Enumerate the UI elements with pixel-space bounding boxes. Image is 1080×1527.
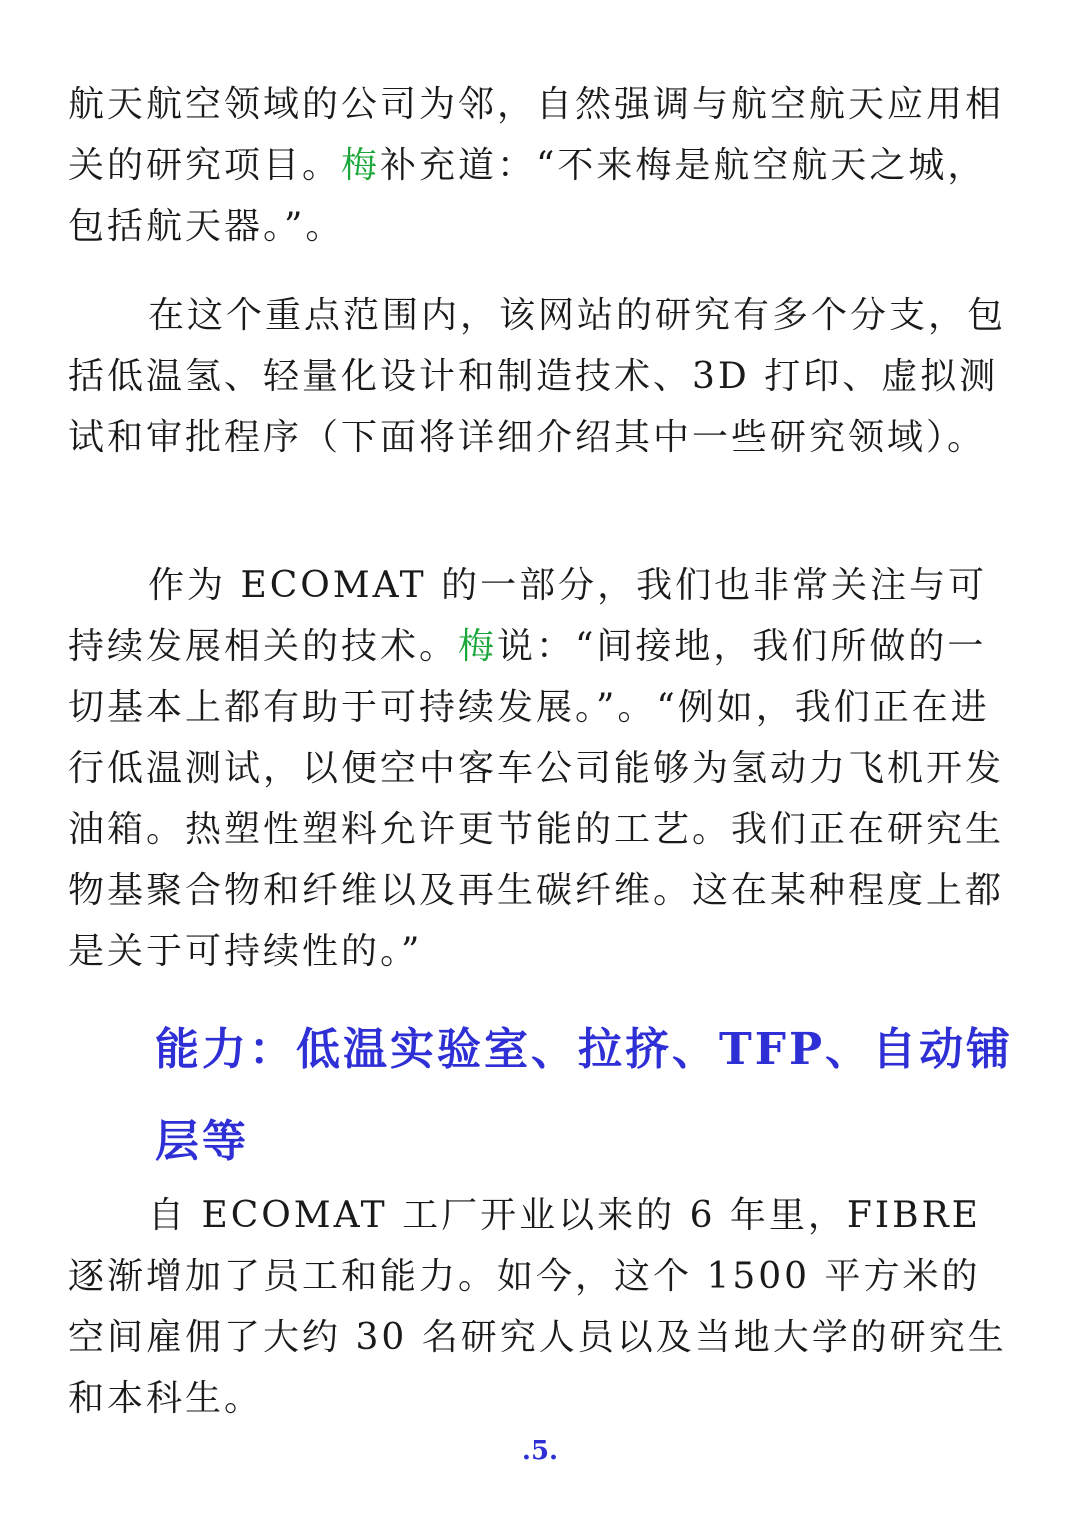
- page-number: .5.: [521, 1436, 559, 1466]
- speaker-name: 梅: [458, 626, 498, 667]
- section-heading: 能力：低温实验室、拉挤、TFP、自动铺层等: [155, 1024, 1014, 1167]
- paragraph-3-text-b: 说：“间接地，我们所做的一切基本上都有助于可持续发展。”。“例如，我们正在进行低温测试，以便空中客车公司能够为氢动力飞机开发油箱。热塑性塑料允许更节能的工艺。我们正在研究生物基聚合物和纤维以及再生碳纤维。这在某种程度上都是关于可持续性的。”: [68, 626, 1005, 972]
- paragraph-4: 自 ECOMAT 工厂开业以来的 6 年里，FIBRE 逐渐增加了员工和能力。如今，这个 1500 平方米的空间雇佣了大约 30 名研究人员以及当地大学的研究生和本科生。: [68, 1195, 1007, 1419]
- paragraph-2: 在这个重点范围内，该网站的研究有多个分支，包括低温氢、轻量化设计和制造技术、3D 打印、虚拟测试和审批程序（下面将详细介绍其中一些研究领域）。: [68, 295, 1007, 458]
- paragraph-1-text-a: 航天航空领域的公司为邻，自然强调与航空航天应用相关的研究项目。: [68, 84, 1005, 186]
- paragraph-1-text-b: 补充道：“不来梅是航空航天之城，包括航天器。”。: [68, 145, 987, 247]
- paragraph-3: [68, 555, 1018, 982]
- paragraph-3-text-a: 作为 ECOMAT 的一部分，我们也非常关注与可持续发展相关的技术。: [68, 565, 988, 667]
- speaker-name: 梅: [341, 145, 381, 186]
- paragraph-1: [68, 74, 1018, 257]
